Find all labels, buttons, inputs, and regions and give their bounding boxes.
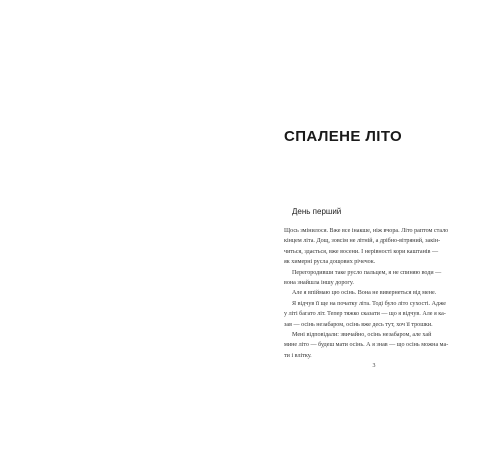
text-line: Я відчув її ще на початку літа. Тоді було літо сухості. Адже [292,300,446,307]
text-line: вона знайшла іншу дорогу. [284,280,354,287]
text-line: Але я впіймаю цю осінь. Вона не вивернеться від мене. [292,290,437,297]
text-line: Перегородивши таке русло пальцем, я не спиняю води — [292,269,442,276]
chapter-title: СПАЛЕНЕ ЛІТО [284,128,403,145]
text-line: ти і влітку. [284,352,312,359]
page-number: 3 [372,363,376,369]
chapter-subtitle: День перший [292,207,342,216]
text-line: кінцем літа. Дощ, зовсім не літній, а дрібно-вітряний, закін- [284,238,441,245]
text-line: зав — осінь незабаром, осінь вже десь тут, хоч її трошки. [284,321,433,328]
right-page [250,0,500,450]
body-text [284,226,460,361]
text-line: Щось змінилося. Вже все інакше, ніж вчора. Літо раптом стало [284,228,449,234]
text-line: мине літо — будеш мати осінь. А я знав — що осінь можна ма- [284,342,449,349]
text-line: як химерні русла дощових річечок. [284,259,376,266]
text-line: у літі багато літ. Тепер тяжко сказати — що я відчув. Але я ка- [284,311,446,318]
text-line: Мені відповідали: звичайно, осінь незабаром, але хай [292,332,432,339]
text-line: читься, здається, вже восени. І нерівності кори каштанів — [284,248,439,255]
